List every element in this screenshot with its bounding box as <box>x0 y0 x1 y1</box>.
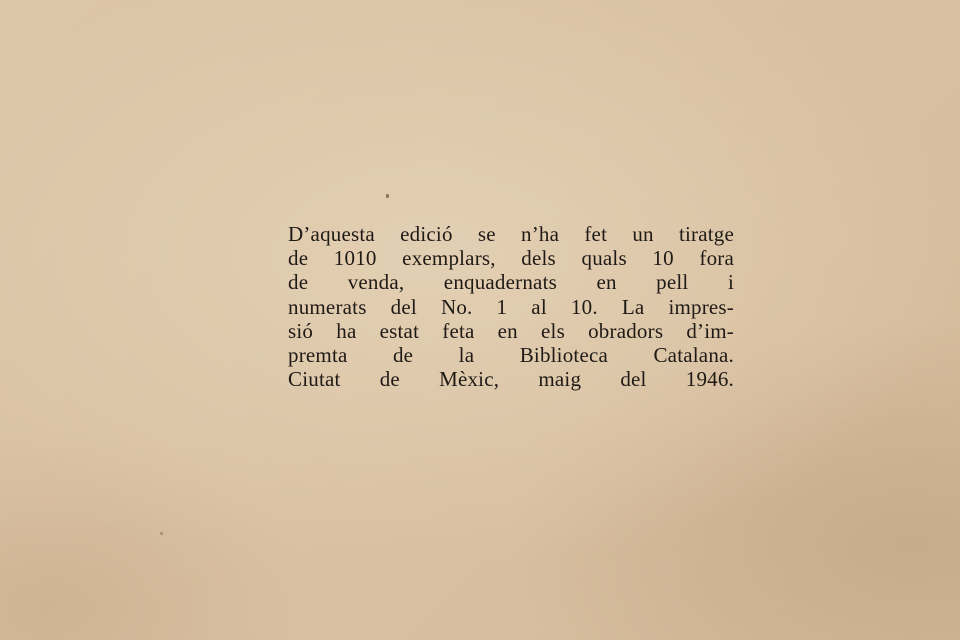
colophon-line: numerats del No. 1 al 10. La impres- <box>288 294 734 319</box>
colophon-line: sió ha estat feta en els obradors d’im- <box>288 318 734 343</box>
colophon-text <box>288 222 734 391</box>
colophon-line: D’aquesta edició se n’ha fet un tiratge <box>288 222 734 246</box>
colophon-line: de 1010 exemplars, dels quals 10 fora <box>288 246 734 271</box>
paper-speck <box>386 194 389 198</box>
colophon-line: de venda, enquadernats en pell i <box>288 270 734 295</box>
colophon-line: premta de la Biblioteca Catalana. <box>288 342 734 367</box>
colophon-line: Ciutat de Mèxic, maig del 1946. <box>288 367 734 392</box>
paper-speck <box>160 532 163 535</box>
